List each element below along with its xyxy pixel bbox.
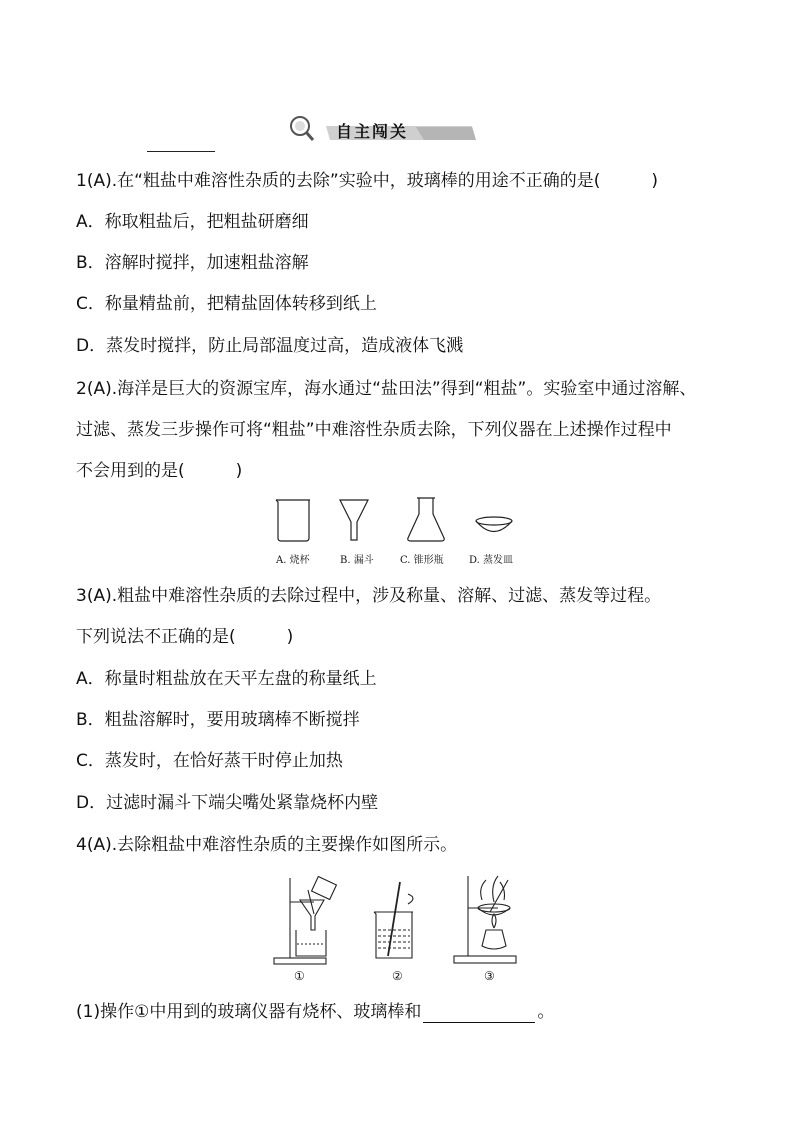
q4-stem: 4(A).去除粗盐中难溶性杂质的主要操作如图所示。 [76, 835, 458, 855]
q4-label-3: ③ [484, 969, 495, 983]
q2-label-funnel: B. 漏斗 [340, 555, 374, 566]
q1-stem: 1(A).在“粗盐中难溶性杂质的去除”实验中，玻璃棒的用途不正确的是( ) [76, 171, 658, 191]
q2-label-dish: D. 蒸发皿 [469, 555, 514, 566]
evaporation-drawing [454, 876, 516, 963]
banner-shade [416, 127, 476, 140]
evaporating-dish-drawing [476, 517, 512, 532]
q4-sub1-text: (1)操作①中用到的玻璃仪器有烧杯、玻璃棒和 [76, 1002, 422, 1022]
header-rule [147, 151, 215, 152]
q4-operations-figure [268, 872, 528, 968]
q2-stem-line-1: 2(A).海洋是巨大的资源宝库，海水通过“盐田法”得到“粗盐”。实验室中通过溶解、 [76, 379, 697, 399]
answer-blank[interactable] [423, 1006, 535, 1023]
conical-flask-drawing [408, 498, 444, 541]
q2-apparatus-figure [268, 494, 538, 546]
q1-option-b: B．溶解时搅拌，加速粗盐溶解 [76, 253, 309, 273]
magnifier-icon [291, 117, 313, 140]
q3-option-b: B．粗盐溶解时，要用玻璃棒不断搅拌 [76, 710, 360, 730]
filtration-drawing [274, 877, 336, 964]
q4-label-2: ② [392, 969, 403, 983]
q2-stem-line-3: 不会用到的是( ) [76, 461, 243, 481]
q3-option-d: D．过滤时漏斗下端尖嘴处紧靠烧杯内壁 [76, 793, 379, 813]
q4-sub1-end: 。 [537, 1002, 555, 1022]
q4-label-1: ① [294, 969, 305, 983]
funnel-drawing [340, 500, 368, 540]
beaker-drawing [276, 500, 310, 541]
q3-stem-line-1: 3(A).粗盐中难溶性杂质的去除过程中，涉及称量、溶解、过滤、蒸发等过程。 [76, 586, 662, 606]
section-title: 自主闯关 [336, 122, 409, 141]
q2-label-flask: C. 锥形瓶 [400, 555, 444, 566]
q3-option-c: C．蒸发时，在恰好蒸干时停止加热 [76, 751, 343, 771]
stirring-drawing [374, 882, 413, 958]
q1-option-c: C．称量精盐前，把精盐固体转移到纸上 [76, 294, 377, 314]
q2-label-beaker: A. 烧杯 [276, 555, 310, 566]
q1-option-d: D．蒸发时搅拌，防止局部温度过高，造成液体飞溅 [76, 336, 464, 356]
q4-subquestion-1 [76, 1001, 554, 1023]
q2-stem-line-2: 过滤、蒸发三步操作可将“粗盐”中难溶性杂质去除，下列仪器在上述操作过程中 [76, 420, 672, 440]
q1-option-a: A．称取粗盐后，把粗盐研磨细 [76, 212, 309, 232]
q3-option-a: A．称量时粗盐放在天平左盘的称量纸上 [76, 669, 377, 689]
q3-stem-line-2: 下列说法不正确的是( ) [76, 627, 294, 647]
